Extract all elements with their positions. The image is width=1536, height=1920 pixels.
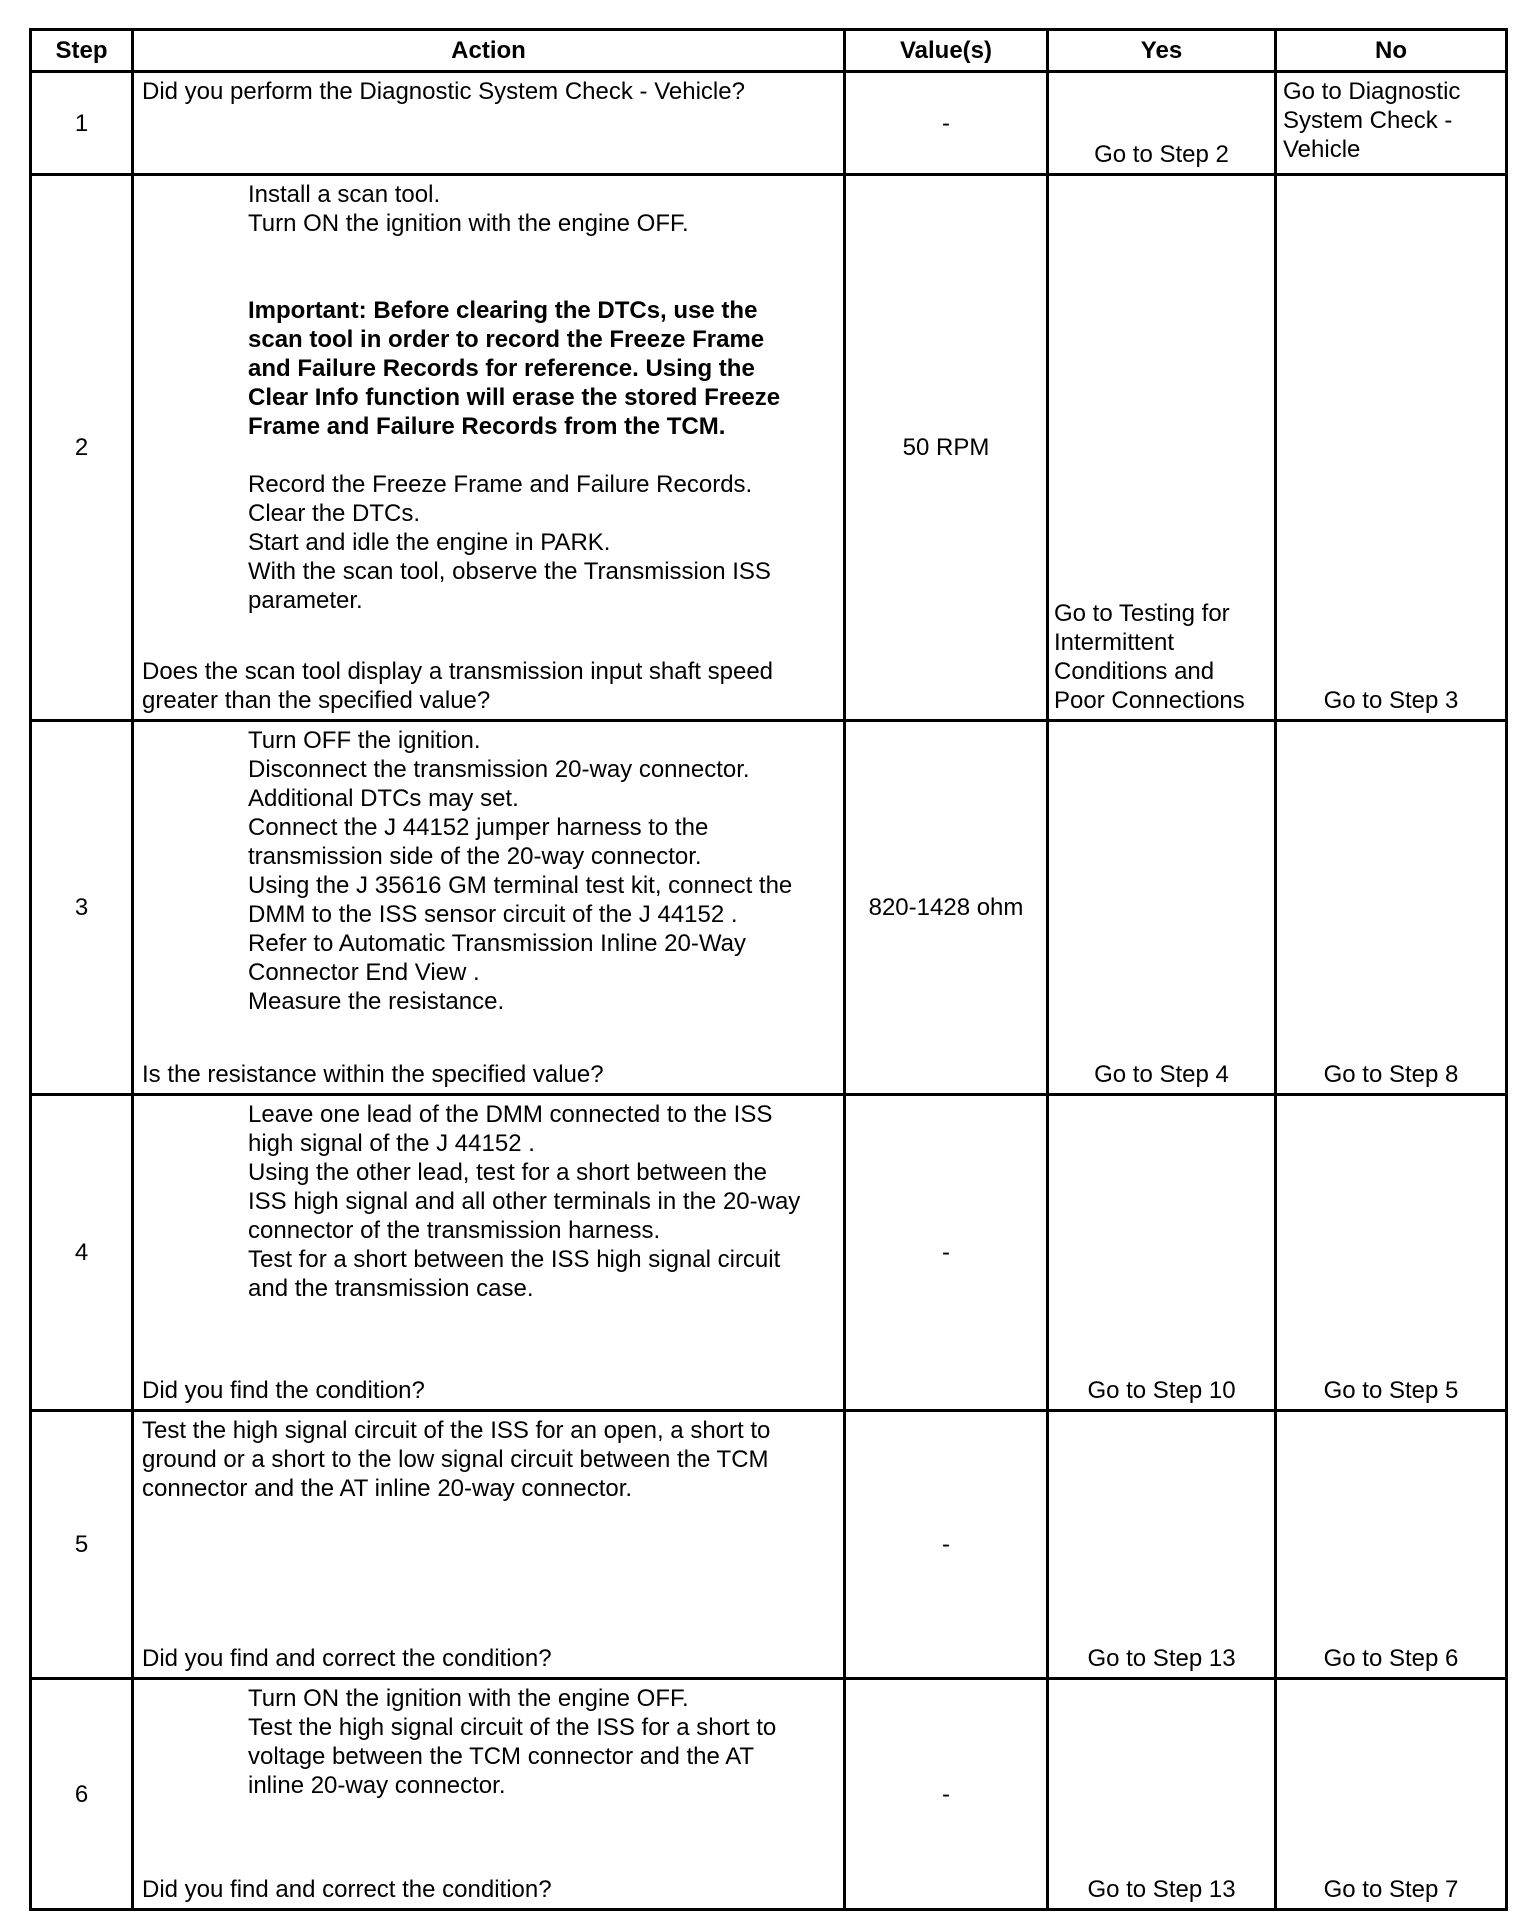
action-cell [133,1679,845,1910]
no-cell [1276,175,1507,721]
table-row [31,175,1507,721]
value-cell: - [845,1095,1048,1411]
yes-link[interactable]: Go to Step 13 [1087,1645,1236,1672]
action-step: high signal of the J 44152 . [248,1130,535,1157]
value-cell: - [845,1411,1048,1679]
step-number: 3 [31,721,133,1095]
important-note: Important: Before clearing the DTCs, use the scan tool in order to record the Freeze Frame and Failure Records for reference. Using the Clear Info function will erase the stored Freeze Frame and Failure Records from the TCM. [248,297,781,440]
action-step: and the transmission case. [248,1275,534,1302]
no-cell [1276,1095,1507,1411]
action-cell [133,1095,845,1411]
no-cell [1276,1411,1507,1679]
no-link[interactable]: Go to Step 5 [1323,1377,1459,1404]
yes-cell [1048,1679,1276,1910]
no-cell [1276,72,1507,175]
action-step: parameter. [248,587,363,614]
action-cell [133,1411,845,1679]
yes-cell [1048,721,1276,1095]
step-number: 1 [31,72,133,175]
header-no: No [1276,30,1507,72]
action-step: Disconnect the transmission 20-way connector. [248,756,750,783]
action-step: voltage between the TCM connector and the AT [248,1743,755,1770]
yes-link[interactable]: Go to Step 2 [1094,141,1229,168]
action-step: transmission side of the 20-way connector. [248,843,702,870]
action-step: ground or a short to the low signal circuit between the TCM [142,1446,769,1473]
action-step: Test for a short between the ISS high signal circuit [248,1246,781,1273]
action-question: Did you find and correct the condition? [142,1876,552,1903]
action-step: Turn ON the ignition with the engine OFF. [248,210,689,237]
step-number: 5 [31,1411,133,1679]
table-row [31,72,1507,175]
action-question: Did you find and correct the condition? [142,1645,552,1672]
header-action: Action [133,30,845,72]
action-step: Clear the DTCs. [248,500,421,527]
step-number: 2 [31,175,133,721]
action-step: Start and idle the engine in PARK. [248,529,611,556]
header-row [31,30,1507,72]
action-step: Additional DTCs may set. [248,785,519,812]
diagnostic-table [29,28,1508,1911]
value-cell: 50 RPM [845,175,1048,721]
no-link[interactable]: Go to Step 3 [1323,687,1459,714]
table-row [31,1679,1507,1910]
action-step: Using the J 35616 GM terminal test kit, connect the [248,872,793,899]
value-cell: - [845,1679,1048,1910]
action-cell [133,175,845,721]
action-cell [133,721,845,1095]
action-step: connector of the transmission harness. [248,1217,661,1244]
header-yes: Yes [1048,30,1276,72]
yes-link[interactable]: Go to Step 4 [1094,1061,1229,1088]
yes-cell [1048,1411,1276,1679]
action-question: Does the scan tool display a transmission input shaft speed greater than the specified value? [142,658,774,714]
yes-cell [1048,72,1276,175]
action-step: Connector End View . [248,959,480,986]
value-cell: 820-1428 ohm [845,721,1048,1095]
value-cell: - [845,72,1048,175]
action-question: Did you perform the Diagnostic System Check - Vehicle? [142,78,745,105]
no-link[interactable]: Go to Diagnostic System Check - Vehicle [1283,78,1461,163]
no-link[interactable]: Go to Step 6 [1323,1645,1459,1672]
no-cell [1276,1679,1507,1910]
yes-link[interactable]: Go to Testing for Intermittent Conditions and Poor Connections [1054,600,1245,714]
action-step: Refer to Automatic Transmission Inline 20-Way [248,930,746,957]
action-step: Install a scan tool. [248,181,441,208]
action-step: Leave one lead of the DMM connected to the ISS [248,1101,773,1128]
action-step: connector and the AT inline 20-way connector. [142,1475,633,1502]
step-number: 4 [31,1095,133,1411]
yes-cell [1048,1095,1276,1411]
action-step: Test the high signal circuit of the ISS for a short to [248,1714,777,1741]
table-row [31,1411,1507,1679]
no-link[interactable]: Go to Step 7 [1323,1876,1459,1903]
action-question: Did you find the condition? [142,1377,425,1404]
action-step: Turn ON the ignition with the engine OFF. [248,1685,689,1712]
action-step: Record the Freeze Frame and Failure Records. [248,471,753,498]
action-step: Test the high signal circuit of the ISS for an open, a short to [142,1417,771,1444]
table-row [31,1095,1507,1411]
action-step: Turn OFF the ignition. [248,727,481,754]
action-step: Measure the resistance. [248,988,505,1015]
action-step: Connect the J 44152 jumper harness to the [248,814,709,841]
action-cell [133,72,845,175]
yes-link[interactable]: Go to Step 13 [1087,1876,1236,1903]
action-step: ISS high signal and all other terminals in the 20-way [248,1188,801,1215]
no-link[interactable]: Go to Step 8 [1323,1061,1459,1088]
action-step: With the scan tool, observe the Transmission ISS [248,558,771,585]
action-step: Using the other lead, test for a short between the [248,1159,767,1186]
yes-link[interactable]: Go to Step 10 [1087,1377,1236,1404]
step-number: 6 [31,1679,133,1910]
no-cell [1276,721,1507,1095]
table-row [31,721,1507,1095]
action-step: inline 20-way connector. [248,1772,506,1799]
action-question: Is the resistance within the specified value? [142,1061,604,1088]
action-step: DMM to the ISS sensor circuit of the J 44152 . [248,901,738,928]
yes-cell [1048,175,1276,721]
header-values: Value(s) [845,30,1048,72]
header-step: Step [31,30,133,72]
